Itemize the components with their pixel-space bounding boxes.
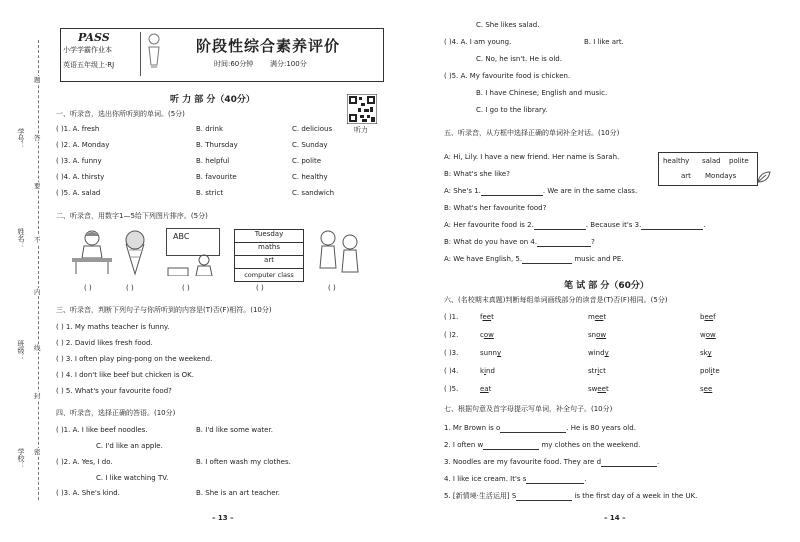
- dialogue-line: A: Hi, Lily. I have a new friend. Her name is Sarah.: [444, 153, 620, 161]
- seal-char: 密: [34, 448, 41, 456]
- qr-label: 听力: [354, 126, 368, 134]
- s6-word: polite: [700, 367, 720, 375]
- s6-list: [444, 313, 720, 394]
- dialogue-text: . We are in the same class.: [542, 187, 638, 195]
- s7-blank[interactable]: [483, 441, 539, 450]
- written-section-title: 笔 试 部 分（60分）: [564, 281, 649, 291]
- s6-row: [444, 367, 720, 376]
- series-name: 小学学霸作业本: [63, 46, 112, 54]
- s7-blank[interactable]: [516, 492, 572, 501]
- answer-blank-3[interactable]: [641, 221, 706, 230]
- s7-blank[interactable]: [500, 424, 566, 433]
- answer-blank-4[interactable]: [537, 238, 591, 247]
- class-label: 班级：: [17, 340, 25, 361]
- s4-option: B. She is an art teacher.: [196, 489, 280, 497]
- s1-option-a: ( )4. A. thirsty: [56, 173, 105, 181]
- schedule-cell: Tuesday: [235, 230, 303, 243]
- dialogue-text: ?: [591, 238, 595, 246]
- s4-option: C. I'd like an apple.: [96, 442, 163, 450]
- s7-line: 5. [新情境·生活运用] S is the first day of a week in the UK.: [444, 492, 698, 500]
- s2-title: 二、听录音，用数字1—5给下列图片排序。(5分): [56, 212, 208, 220]
- dialogue-text: . Because it's 3.: [585, 221, 642, 229]
- dialogue-line: [444, 255, 624, 264]
- s6-word: feet: [480, 313, 494, 321]
- logo: PASS: [78, 31, 110, 44]
- s4-option: C. She likes salad.: [476, 21, 540, 29]
- s5-title: 五、听录音，从方框中选择正确的单词补全对话。(10分): [444, 129, 620, 137]
- mascot-icon: [144, 31, 164, 75]
- s6-word: windy: [588, 349, 609, 357]
- s4-option: B. I often wash my clothes.: [196, 458, 291, 466]
- s1-option-c: C. healthy: [292, 173, 328, 181]
- page-number-right: – 14 –: [604, 514, 626, 522]
- s6-word: sky: [700, 349, 712, 357]
- s1-option-a: ( )1. A. fresh: [56, 125, 100, 133]
- word-box-item: polite: [729, 157, 749, 165]
- word-box: [658, 152, 758, 186]
- word-box-item: Mondays: [705, 172, 737, 180]
- s6-row: [444, 385, 720, 394]
- s1-option-c: C. delicious: [292, 125, 333, 133]
- s7-line: 2. I often w my clothes on the weekend.: [444, 441, 641, 449]
- qr-code-icon[interactable]: [347, 94, 377, 124]
- schedule-cell: art: [235, 256, 303, 269]
- s1-option-b: B. favourite: [196, 173, 237, 181]
- s1-row: [56, 157, 376, 166]
- seal-char: 题: [34, 76, 41, 84]
- s6-number: ( )2.: [444, 331, 459, 339]
- listening-section-title: 听 力 部 分（40分）: [170, 95, 255, 105]
- s4-option: ( )5. A. My favourite food is chicken.: [444, 72, 571, 80]
- s2-answer-paren[interactable]: ( ): [182, 284, 190, 292]
- s6-word: wow: [700, 331, 716, 339]
- student-id-label: 学号：: [17, 128, 25, 149]
- s1-option-a: ( )3. A. funny: [56, 157, 102, 165]
- s1-row: [56, 125, 376, 134]
- s2-answer-paren[interactable]: ( ): [84, 284, 92, 292]
- s3-statement: ( ) 5. What's your favourite food?: [56, 387, 172, 395]
- s6-number: ( )4.: [444, 367, 459, 375]
- s1-option-c: C. polite: [292, 157, 322, 165]
- s1-option-a: ( )2. A. Monday: [56, 141, 110, 149]
- time-limit: 时间:60分钟: [214, 60, 254, 68]
- word-box-item: salad: [702, 157, 721, 165]
- s6-title: 六、(名校期末真题)判断每组单词画线部分的读音是(T)否(F)相同。(5分): [444, 296, 668, 304]
- s6-word: beef: [700, 313, 716, 321]
- seal-char: 线: [34, 344, 41, 352]
- s7-line: 3. Noodles are my favourite food. They are d .: [444, 458, 660, 466]
- s4-option: C. I like watching TV.: [96, 474, 169, 482]
- schedule-table: [234, 229, 304, 282]
- s6-number: ( )5.: [444, 385, 459, 393]
- s6-row: [444, 331, 720, 340]
- school-label: 学校：: [17, 448, 25, 469]
- s4-option: B. I have Chinese, English and music.: [476, 89, 608, 97]
- s1-option-b: B. helpful: [196, 157, 230, 165]
- s4-option: ( )1. A. I like beef noodles.: [56, 426, 148, 434]
- s3-statement: ( ) 3. I often play ping-pong on the weekend.: [56, 355, 213, 363]
- seal-char: 不: [34, 236, 41, 244]
- page-title: 阶段性综合素养评价: [196, 37, 341, 55]
- s7-blank[interactable]: [526, 475, 584, 484]
- dialogue-text: A: Her favourite food is 2.: [444, 221, 534, 229]
- s2-answer-paren[interactable]: ( ): [328, 284, 336, 292]
- s4-option: ( )4. A. I am young.: [444, 38, 512, 46]
- binding-line: [38, 40, 39, 500]
- s6-number: ( )3.: [444, 349, 459, 357]
- s6-number: ( )1.: [444, 313, 459, 321]
- s4-option: C. No, he isn't. He is old.: [476, 55, 562, 63]
- s1-list: [56, 125, 376, 198]
- s1-title: 一、听录音，选出你所听到的单词。(5分): [56, 110, 185, 118]
- dialogue-text: A: She's 1.: [444, 187, 481, 195]
- dialogue-line: [444, 221, 706, 230]
- dialogue-text: B: What do you have on 4.: [444, 238, 538, 246]
- s4-option: B. I like art.: [584, 38, 624, 46]
- seal-char: 要: [34, 182, 41, 190]
- answer-blank-1[interactable]: [481, 187, 543, 196]
- s7-line: 1. Mr Brown is o . He is 80 years old.: [444, 424, 636, 432]
- s3-statement: ( ) 4. I don't like beef but chicken is OK.: [56, 371, 194, 379]
- seal-char: 答: [34, 134, 41, 142]
- dialogue-line: [444, 238, 595, 247]
- girl-desk-picture-icon: [70, 228, 114, 276]
- word-box-item: healthy: [663, 157, 690, 165]
- seal-char: 封: [34, 392, 41, 400]
- page-number-left: – 13 –: [212, 514, 234, 522]
- dialogue-text: A: We have English, 5.: [444, 255, 523, 263]
- dialogue-line: [444, 187, 637, 196]
- s6-word: sunny: [480, 349, 502, 357]
- s6-word: sweet: [588, 385, 609, 393]
- s6-word: cow: [480, 331, 494, 339]
- schedule-cell: computer class: [244, 271, 294, 279]
- answer-blank-2[interactable]: [534, 221, 586, 230]
- dialogue-text: .: [703, 221, 706, 229]
- answer-blank-5[interactable]: [522, 255, 572, 264]
- s4-title: 四、听录音，选择正确的答语。(10分): [56, 409, 176, 417]
- s1-option-a: ( )5. A. salad: [56, 189, 101, 197]
- s1-option-c: C. Sunday: [292, 141, 328, 149]
- full-score: 满分:100分: [270, 60, 307, 68]
- s6-row: [444, 313, 720, 322]
- s1-option-b: B. Thursday: [196, 141, 238, 149]
- s3-statement: ( ) 2. David likes fresh food.: [56, 339, 153, 347]
- s6-word: strict: [588, 367, 606, 375]
- s7-blank[interactable]: [601, 458, 657, 467]
- s6-row: [444, 349, 720, 358]
- dialogue-line: B: What's she like?: [444, 170, 510, 178]
- header-divider: [140, 32, 141, 76]
- s1-option-b: B. strict: [196, 189, 224, 197]
- s4-option: ( )2. A. Yes, I do.: [56, 458, 113, 466]
- s1-row: [56, 141, 376, 150]
- s1-option-c: C. sandwich: [292, 189, 335, 197]
- leaf-icon: [756, 170, 772, 184]
- s3-list: [56, 323, 212, 396]
- name-label: 姓名：: [17, 228, 25, 249]
- subject-grade: 英语五年级上·RJ: [63, 61, 115, 69]
- dialogue-line: B: What's her favourite food?: [444, 204, 547, 212]
- dialogue-text: music and PE.: [572, 255, 624, 263]
- s4-option: C. I go to the library.: [476, 106, 548, 114]
- s6-word: kind: [480, 367, 495, 375]
- s6-word: see: [700, 385, 713, 393]
- s4-option: B. I'd like some water.: [196, 426, 273, 434]
- s7-title: 七、根据句意及首字母提示写单词，补全句子。(10分): [444, 405, 613, 413]
- s2-answer-paren[interactable]: ( ): [126, 284, 134, 292]
- blackboard-picture: [166, 228, 220, 256]
- ice-cream-picture-icon: [122, 230, 148, 276]
- s3-title: 三、听录音，判断下列句子与你所听到的内容是(T)否(F)相符。(10分): [56, 306, 272, 314]
- s1-option-b: B. drink: [196, 125, 224, 133]
- children-picture-icon: [314, 228, 364, 276]
- teacher-picture-icon: [166, 254, 218, 276]
- seal-char: 内: [34, 288, 41, 296]
- word-box-item: art: [681, 172, 691, 180]
- s6-word: snow: [588, 331, 607, 339]
- schedule-cell: maths: [235, 243, 303, 256]
- s7-line: 4. I like ice cream. It's s .: [444, 475, 587, 483]
- blackboard-text: ABC: [173, 232, 190, 241]
- s1-row: [56, 173, 376, 182]
- s6-word: eat: [480, 385, 492, 393]
- s3-statement: ( ) 1. My maths teacher is funny.: [56, 323, 170, 331]
- s2-answer-paren[interactable]: ( ): [256, 284, 264, 292]
- s6-word: meet: [588, 313, 607, 321]
- s1-row: [56, 189, 376, 198]
- s4-option: ( )3. A. She's kind.: [56, 489, 120, 497]
